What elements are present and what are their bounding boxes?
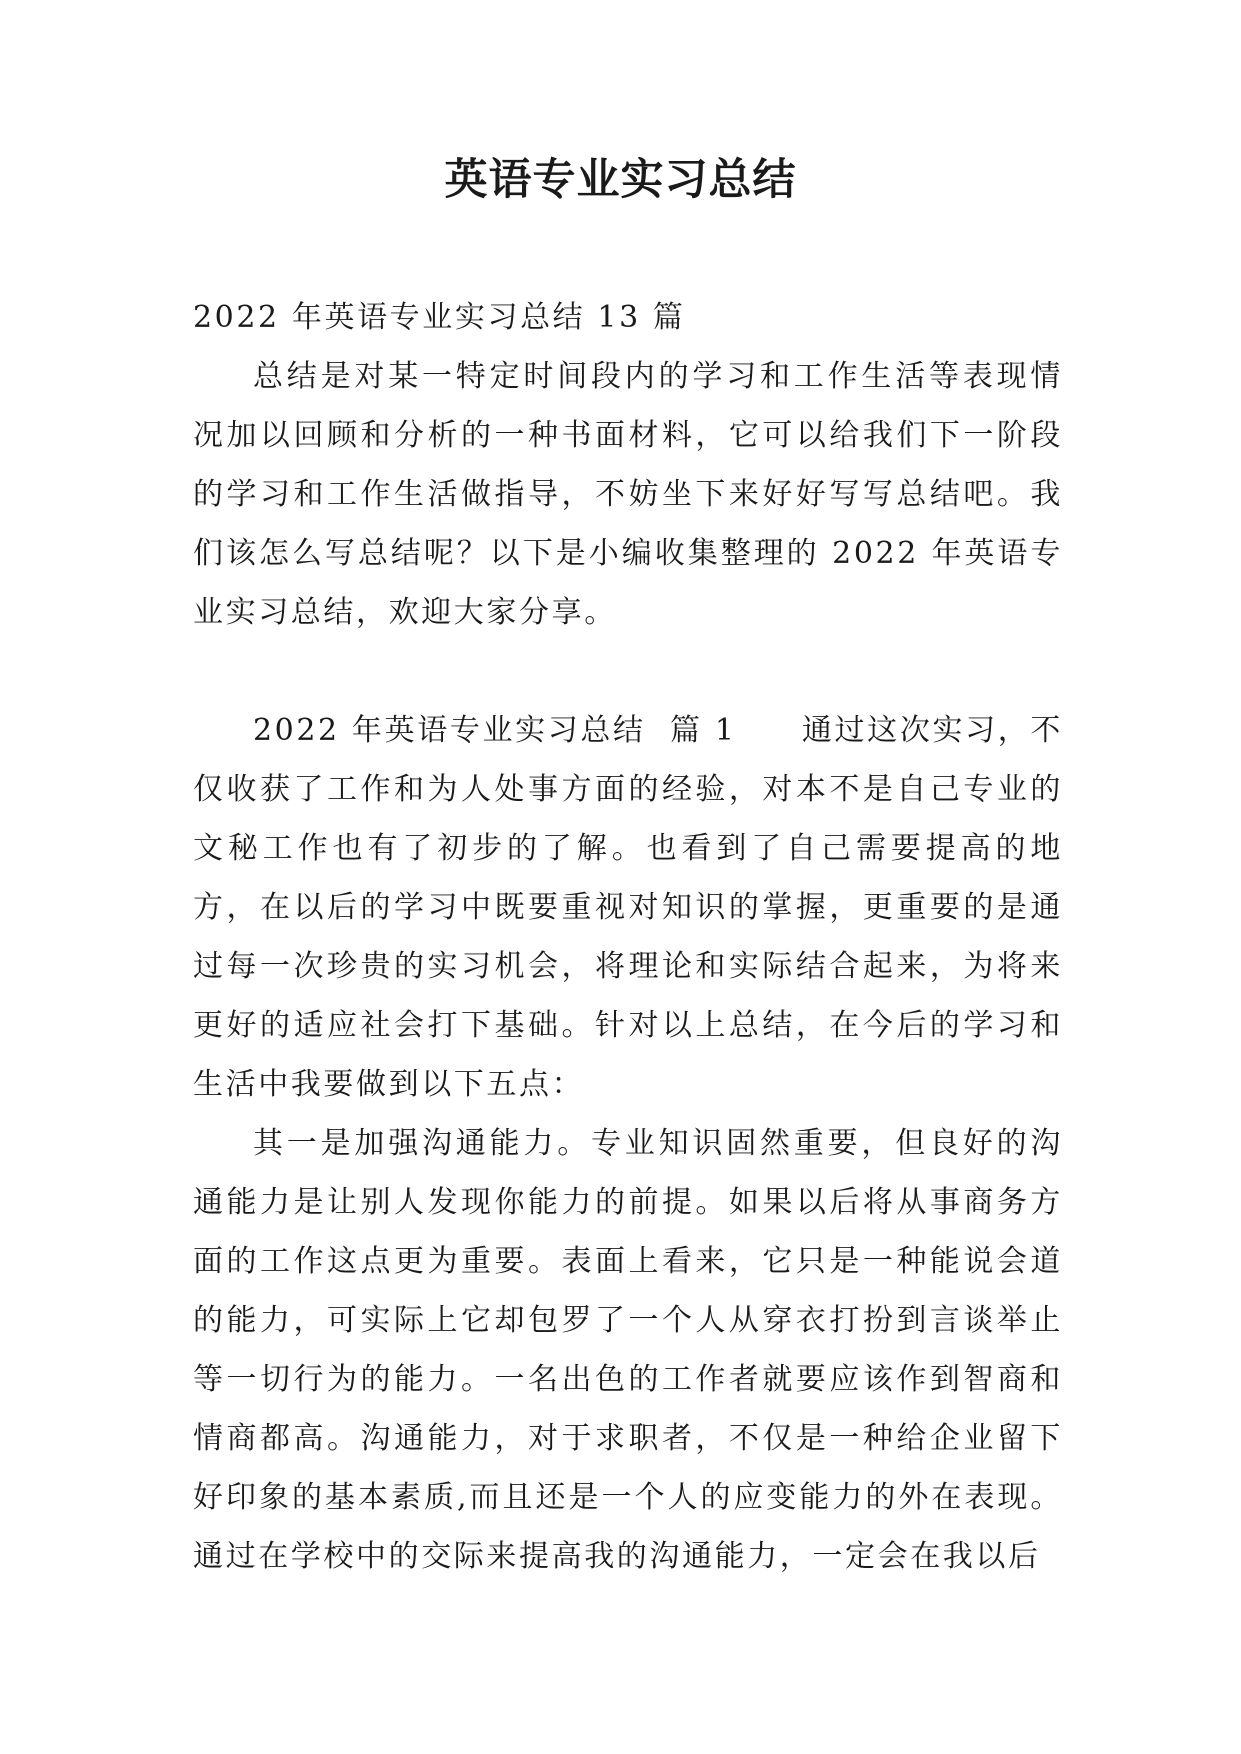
intro-paragraph: 总结是对某一特定时间段内的学习和工作生活等表现情况加以回顾和分析的一种书面材料，它可以给我们下一阶段的学习和工作生活做指导，不妨坐下来好好写写总结吧。我们该怎么写总结呢？以下是小编收集整理的 2022 年英语专业实习总结，欢迎大家分享。 xyxy=(193,359,1063,630)
document-subtitle: 2022 年英语专业实习总结 13 篇 xyxy=(193,300,686,335)
document-title: 英语专业实习总结 xyxy=(444,155,797,205)
section-1-heading: 2022 年英语专业实习总结 篇 1 xyxy=(253,713,737,748)
document-body xyxy=(193,288,1063,1586)
section-1-text: 通过这次实习，不仅收获了工作和为人处事方面的经验，对本不是自己专业的文秘工作也有了初步的了解。也看到了自己需要提高的地方，在以后的学习中既要重视对知识的掌握，更重要的是通过每一次珍贵的实习机会，将理论和实际结合起来，为将来更好的适应社会打下基础。针对以上总结，在今后的学习和生活中我要做到以下五点： xyxy=(193,713,1063,1102)
paragraph-gap xyxy=(193,642,1063,701)
section-1-paragraph xyxy=(193,701,1063,1114)
point-1-paragraph: 其一是加强沟通能力。专业知识固然重要，但良好的沟通能力是让别人发现你能力的前提。如果以后将从事商务方面的工作这点更为重要。表面上看来，它只是一种能说会道的能力，可实际上它却包罗了一个人从穿衣打扮到言谈举止等一切行为的能力。一名出色的工作者就要应该作到智商和情商都高。沟通能力，对于求职者，不仅是一种给企业留下好印象的基本素质,而且还是一个人的应变能力的外在表现。通过在学校中的交际来提高我的沟通能力，一定会在我以后 xyxy=(193,1126,1063,1574)
section-spacer xyxy=(737,713,802,748)
